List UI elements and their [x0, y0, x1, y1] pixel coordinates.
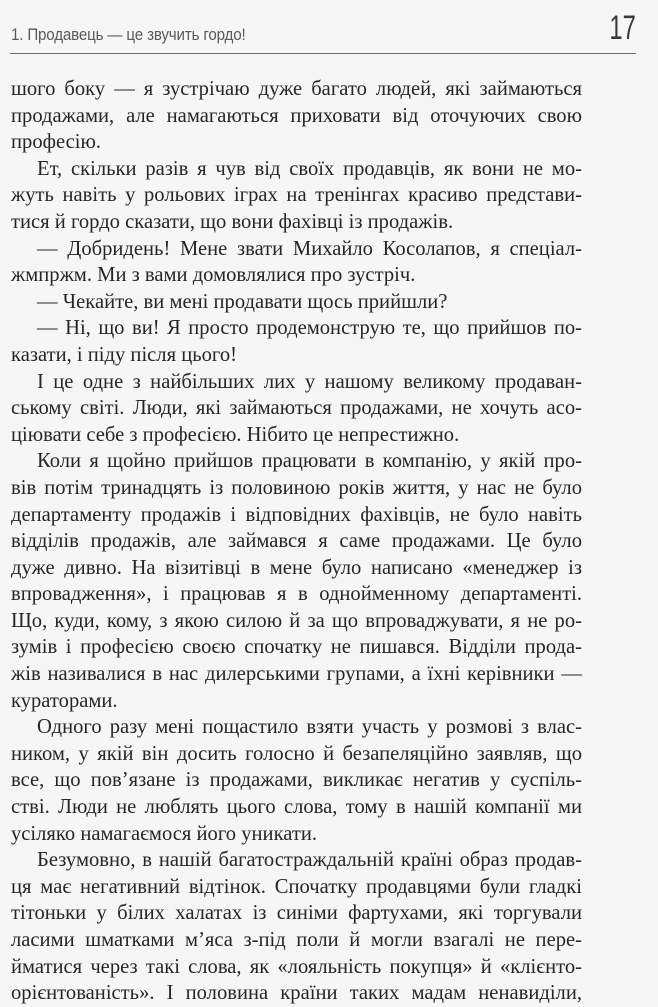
text-line: зумів і професією своєю спочатку не пишався. Відділи прода-	[11, 636, 582, 659]
text-line: орієнтованість». І половина країни таких мадам ненавиділи,	[11, 982, 582, 1005]
text-line: професію.	[11, 131, 102, 154]
text-line: все, що пов’язане із продажами, викликає негатив у суспіль-	[11, 769, 582, 792]
text-line: жмпржм. Ми з вами домовлялися про зустріч.	[11, 264, 416, 287]
text-line: впровадження», і працював я в однойменному департаменті.	[11, 583, 582, 606]
text-line: жуть навіть у рольових іграх на тренінгах красиво представи-	[11, 184, 582, 207]
text-line: ником, у якій він досить голосно й безапеляційно заявляв, що	[11, 742, 582, 765]
text-line: усіляко намагаємося його уникати.	[11, 822, 318, 845]
text-line: йматися через такі слова, як «лояльність покупця» й «клієнто-	[11, 955, 582, 978]
body-text	[11, 76, 582, 1007]
text-line: Безумовно, в нашій багатостраждальній країні образ продав-	[37, 849, 582, 872]
text-line: Коли я щойно прийшов працювати в компанію, у якій про-	[37, 450, 582, 473]
text-line: — Добридень! Мене звати Михайло Косолапов, я спеціал-	[37, 237, 582, 260]
text-line: ця має негативний відтінок. Спочатку продавцями були гладкі	[11, 875, 582, 898]
running-title: 1. Продавець — це звучить гордо!	[11, 26, 246, 44]
text-line: дуже дивно. На візитівці в мене було написано «менеджер із	[11, 556, 582, 579]
text-line: ласими шматками м’яса з-під поли й могли взагалі не пере-	[11, 929, 582, 951]
text-line: жів називалися в нас дилерськими групами, а їхні керівники —	[11, 663, 582, 686]
text-line: відділів продажів, але займався я саме продажами. Це було	[11, 530, 582, 553]
text-line: тітоньки у білих халатах із синіми фартухами, які торгували	[11, 902, 582, 925]
text-line: Ет, скільки разів я чув від своїх продавців, як вони не мо-	[37, 157, 582, 180]
running-header	[10, 0, 636, 54]
text-line: — Чекайте, ви мені продавати щось прийшли?	[37, 290, 448, 313]
text-line: Одного разу мені пощастило взяти участь у розмові з влас-	[37, 716, 582, 739]
text-line: департаменту продажів і відповідних фахівців, не було навіть	[11, 503, 582, 526]
text-line: вів потім тринадцять із половиною років життя, у нас не було	[11, 476, 582, 499]
text-line: ському світі. Люди, які займаються продажами, не хочуть асо-	[11, 397, 582, 420]
text-line: продажами, але намагаються приховати від оточуючих свою	[11, 104, 582, 127]
text-line: ціювати себе з професією. Нібито це непрестижно.	[11, 423, 460, 446]
text-line: казати, і піду після цього!	[11, 343, 238, 366]
text-line: І це одне з найбільших лих у нашому великому продаван-	[37, 370, 582, 393]
page-number: 17	[609, 9, 636, 47]
text-line: шого боку — я зустрічаю дуже багато людей, які займаються	[11, 78, 582, 100]
text-line: кураторами.	[11, 689, 118, 712]
text-line: тися й гордо сказати, що вони фахівці із продажів.	[11, 210, 454, 233]
text-line: — Ні, що ви! Я просто продемонструю те, що прийшов по-	[37, 317, 582, 340]
text-line: Що, куди, кому, з якою силою й за що впроваджувати, я не ро-	[11, 609, 582, 632]
text-line: стві. Люди не люблять цього слова, тому в нашій компанії ми	[11, 796, 582, 819]
